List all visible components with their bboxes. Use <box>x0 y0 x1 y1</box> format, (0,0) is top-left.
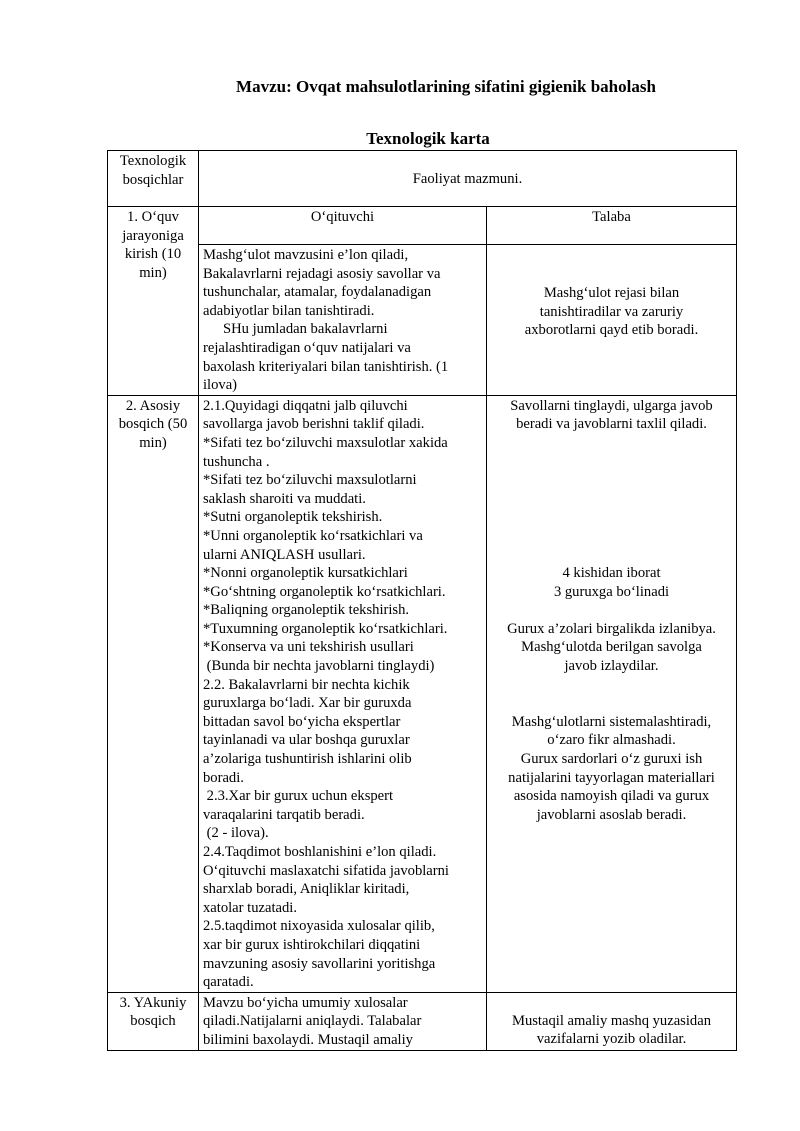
text-line: SHu jumladan bakalavrlarni <box>223 321 388 338</box>
text-line: Mashg‘ulotlarni sistemalashtiradi, <box>511 713 712 730</box>
student-cell-2 <box>487 395 737 992</box>
spacer <box>491 453 732 472</box>
text-line: asosida namoyish qiladi va gurux <box>513 788 710 805</box>
text-line: 2.4.Taqdimot boshlanishini e’lon qiladi. <box>203 844 437 860</box>
text-line: Gurux a’zolari birgalikda izlanibya. <box>507 620 716 637</box>
spacer <box>491 434 732 453</box>
text-line: *Nonni organoleptik kursatkichlari <box>203 565 408 582</box>
spacer <box>491 546 732 565</box>
text-line: *Tuxumning organoleptik ko‘rsatkichlari. <box>203 620 448 637</box>
stage-3: 3. YAkuniy bosqich <box>108 992 199 1050</box>
text-line: axborotlarni qayd etib boradi. <box>524 322 699 339</box>
text-line: tushunchalar, atamalar, foydalanadigan <box>203 284 432 301</box>
text-line: saklash sharoiti va muddati. <box>203 490 366 507</box>
header-row <box>108 151 737 207</box>
text-line: Gurux sardorlari o‘z guruxi ish <box>520 751 703 768</box>
technology-card-table <box>107 150 737 1051</box>
text-line: Savollarni tinglaydi, ulgarga javob <box>510 397 713 414</box>
spacer <box>491 471 732 490</box>
spacer <box>491 508 732 527</box>
text-line: sharxlab boradi, Aniqliklar kiritadi, <box>203 881 410 898</box>
text-line: 3 guruxga bo‘linadi <box>553 583 670 600</box>
text-line: ularni ANIQLASH usullari. <box>203 546 366 563</box>
text-line: 2.3.Xar bir gurux uchun ekspert <box>203 788 394 805</box>
text-line: Mashg‘ulot mavzusini e’lon qiladi, <box>203 247 409 263</box>
text-line: tushuncha . <box>203 453 270 470</box>
spacer <box>491 527 732 546</box>
text-line: javoblarni asoslab beradi. <box>536 806 687 823</box>
stage-2: 2. Asosiy bosqich (50 min) <box>108 395 199 992</box>
text-line: bilimini baxolaydi. Mustaqil amaliy <box>203 1031 413 1048</box>
text-line: rejalashtiradigan o‘quv natijalari va <box>203 339 411 356</box>
text-line: (Bunda bir nechta javoblarni tinglaydi) <box>203 658 435 675</box>
text-line: natijalarini tayyorlagan materiallari <box>508 769 715 786</box>
text-line: o‘zaro fikr almashadi. <box>547 732 676 749</box>
teacher-header: O‘qituvchi <box>199 207 487 245</box>
text-line: O‘qituvchi maslaxatchi sifatida javoblarni <box>203 862 449 879</box>
subheader-row <box>108 207 737 245</box>
teacher-cell-1 <box>199 245 487 396</box>
student-cell-1 <box>487 245 737 396</box>
activity-header: Faoliyat mazmuni. <box>199 151 737 207</box>
text-line: qaratadi. <box>203 974 254 991</box>
stages-header: Texnologik bosqichlar <box>108 151 199 207</box>
spacer <box>491 676 732 695</box>
text-line: 2.5.taqdimot nixoyasida xulosalar qilib, <box>203 918 435 935</box>
text-line: tayinlanadi va ular boshqa guruxlar <box>203 732 410 749</box>
text-line: Mashg‘ulot rejasi bilan <box>543 285 680 301</box>
teacher-cell-3 <box>199 992 487 1050</box>
text-line: *Sifati tez bo‘ziluvchi maxsulotlarni <box>203 472 417 489</box>
text-line: 2.1.Quyidagi diqqatni jalb qiluvchi <box>203 397 408 414</box>
spacer <box>491 601 732 620</box>
text-line: 2.2. Bakalavrlarni bir nechta kichik <box>203 676 410 693</box>
text-line: guruxlarga bo‘ladi. Xar bir guruxda <box>203 695 412 712</box>
text-line: boradi. <box>203 769 244 786</box>
text-line: *Baliqning organoleptik tekshirish. <box>203 602 410 619</box>
text-line: *Unni organoleptik ko‘rsatkichlari va <box>203 527 423 544</box>
text-line: Mustaqil amaliy mashq yuzasidan <box>511 1012 711 1029</box>
text-line: vazifalarni yozib oladilar. <box>536 1031 687 1048</box>
text-line: javob izlaydilar. <box>564 658 659 675</box>
text-line: xar bir gurux ishtirokchilari diqqatini <box>203 936 421 953</box>
spacer <box>491 694 732 713</box>
student-cell-3 <box>487 992 737 1050</box>
text-line: *Konserva va uni tekshirish usullari <box>203 639 414 656</box>
text-line: 4 kishidan iborat <box>562 565 661 582</box>
text-line: Mashg‘ulotda berilgan savolga <box>521 639 702 656</box>
student-header: Talaba <box>487 207 737 245</box>
stage-1: 1. O‘quv jarayoniga kirish (10 min) <box>108 207 199 396</box>
text-line: *Go‘shtning organoleptik ko‘rsatkichlari. <box>203 583 446 600</box>
table-row <box>108 245 737 396</box>
text-line: savollarga javob berishni taklif qiladi. <box>203 416 425 433</box>
card-title: Texnologik karta <box>366 129 490 148</box>
teacher-cell-2 <box>199 395 487 992</box>
text-line: xatolar tuzatadi. <box>203 899 298 916</box>
text-line: ilova) <box>203 377 238 394</box>
text-line: mavzuning asosiy savollarini yoritishga <box>203 955 436 972</box>
text-line: *Sifati tez bo‘ziluvchi maxsulotlar xakida <box>203 434 448 451</box>
text-line: tanishtiradilar va zaruriy <box>539 303 684 320</box>
text-line: beradi va javoblarni taxlil qiladi. <box>516 416 707 433</box>
text-line: Mavzu bo‘yicha umumiy xulosalar <box>203 994 408 1011</box>
text-line: baxolash kriteriyalari bilan tanishtirish. (1 <box>203 358 449 375</box>
text-line: qiladi.Natijalarni aniqlaydi. Talabalar <box>203 1013 422 1030</box>
text-line: a’zolariga tushuntirish ishlarini olib <box>203 751 412 768</box>
text-line: *Sutni organoleptik tekshirish. <box>203 509 383 526</box>
text-line: (2 - ilova). <box>203 825 269 842</box>
spacer <box>491 490 732 509</box>
text-line: Bakalavrlarni rejadagi asosiy savollar va <box>203 265 441 282</box>
document-title: Mavzu: Ovqat mahsulotlarining sifatini gigienik baholash <box>236 77 656 96</box>
table-row <box>108 992 737 1050</box>
text-line: adabiyotlar bilan tanishtiradi. <box>203 302 375 319</box>
table-row <box>108 395 737 992</box>
text-line: varaqalarini tarqatib beradi. <box>203 806 365 823</box>
text-line: bittadan savol bo‘yicha ekspertlar <box>203 713 401 730</box>
